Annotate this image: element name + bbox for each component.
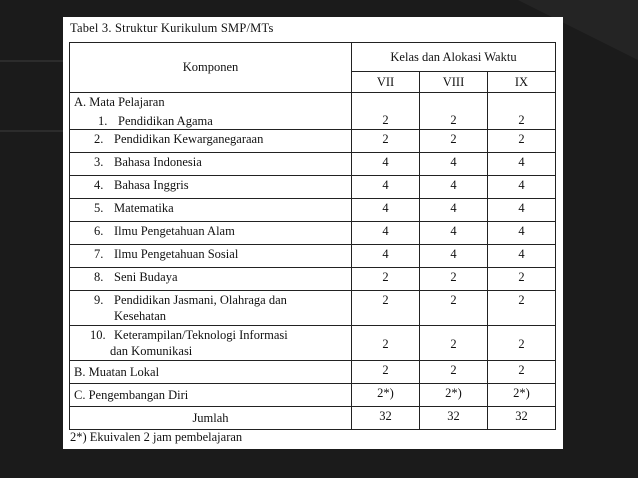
value-cell: 4 bbox=[352, 222, 420, 245]
table-row bbox=[70, 291, 556, 326]
value-cell: 32 bbox=[420, 407, 488, 430]
table-row bbox=[70, 245, 556, 268]
value-cell: 4 bbox=[488, 153, 556, 176]
value-cell: 2 bbox=[420, 361, 488, 384]
table-row bbox=[70, 199, 556, 222]
subject-label: 4. Bahasa Inggris bbox=[70, 176, 352, 199]
document-page bbox=[63, 17, 563, 449]
komponen-header: Komponen bbox=[70, 43, 352, 93]
value-cell: 2 bbox=[488, 268, 556, 291]
curriculum-table bbox=[69, 42, 556, 430]
value-cell: 2 bbox=[352, 130, 420, 153]
table-row bbox=[70, 93, 556, 130]
value-cell: 4 bbox=[488, 176, 556, 199]
subject-label: 3. Bahasa Indonesia bbox=[70, 153, 352, 176]
value-cell: 4 bbox=[420, 245, 488, 268]
value-cell: 4 bbox=[488, 222, 556, 245]
value-cell: 4 bbox=[420, 199, 488, 222]
table-row bbox=[70, 268, 556, 291]
table-row bbox=[70, 361, 556, 384]
value-cell: 2 bbox=[420, 130, 488, 153]
value-cell: 2*) bbox=[488, 384, 556, 407]
value-cell: 4 bbox=[488, 199, 556, 222]
section-a-label: A. Mata Pelajaran bbox=[74, 95, 165, 109]
grade-header: VII bbox=[352, 72, 420, 93]
table-row bbox=[70, 130, 556, 153]
section-a-cell bbox=[70, 93, 352, 130]
value-cell: 2 bbox=[488, 291, 556, 326]
table-row bbox=[70, 176, 556, 199]
value-cell: 2*) bbox=[420, 384, 488, 407]
subject-label: 9. Pendidikan Jasmani, Olahraga dan Kesehatan bbox=[70, 291, 352, 326]
table-row bbox=[70, 326, 556, 361]
value-cell: 4 bbox=[420, 153, 488, 176]
value-cell: 2*) bbox=[352, 384, 420, 407]
value-cell: 4 bbox=[488, 245, 556, 268]
value-cell: 2 bbox=[420, 291, 488, 326]
value-cell: 4 bbox=[352, 199, 420, 222]
subject-label: 8. Seni Budaya bbox=[70, 268, 352, 291]
value-cell: 2 bbox=[352, 268, 420, 291]
kelas-header: Kelas dan Alokasi Waktu bbox=[352, 43, 556, 72]
value-cell: 2 bbox=[488, 361, 556, 384]
subject-label: 5. Matematika bbox=[70, 199, 352, 222]
subject-label: 10. Keterampilan/Teknologi Informasi dan Komunikasi bbox=[70, 326, 352, 361]
section-c-label: C. Pengembangan Diri bbox=[70, 384, 352, 407]
value-cell: 4 bbox=[420, 176, 488, 199]
value-cell: 32 bbox=[352, 407, 420, 430]
value-cell: 2 bbox=[352, 326, 420, 361]
value-cell: 32 bbox=[488, 407, 556, 430]
table-caption: Tabel 3. Struktur Kurikulum SMP/MTs bbox=[70, 21, 274, 35]
table-row bbox=[70, 222, 556, 245]
value-cell: 4 bbox=[352, 176, 420, 199]
value-cell: 2 bbox=[488, 93, 556, 130]
grade-header: IX bbox=[488, 72, 556, 93]
value-cell: 2 bbox=[420, 326, 488, 361]
value-cell: 4 bbox=[352, 153, 420, 176]
value-cell: 2 bbox=[488, 130, 556, 153]
section-b-label: B. Muatan Lokal bbox=[70, 361, 352, 384]
value-cell: 2 bbox=[352, 291, 420, 326]
value-cell: 4 bbox=[420, 222, 488, 245]
subject-label: 7. Ilmu Pengetahuan Sosial bbox=[70, 245, 352, 268]
total-label: Jumlah bbox=[70, 407, 352, 430]
table-row bbox=[70, 384, 556, 407]
value-cell: 2 bbox=[352, 93, 420, 130]
subject-label: 2. Pendidikan Kewarganegaraan bbox=[70, 130, 352, 153]
subject-label: 6. Ilmu Pengetahuan Alam bbox=[70, 222, 352, 245]
value-cell: 2 bbox=[420, 268, 488, 291]
grade-header: VIII bbox=[420, 72, 488, 93]
value-cell: 2 bbox=[420, 93, 488, 130]
table-row bbox=[70, 153, 556, 176]
value-cell: 2 bbox=[352, 361, 420, 384]
value-cell: 2 bbox=[488, 326, 556, 361]
subject-label: 1. Pendidikan Agama bbox=[98, 114, 213, 128]
table-row bbox=[70, 407, 556, 430]
table-footnote: 2*) Ekuivalen 2 jam pembelajaran bbox=[70, 430, 243, 444]
value-cell: 4 bbox=[352, 245, 420, 268]
